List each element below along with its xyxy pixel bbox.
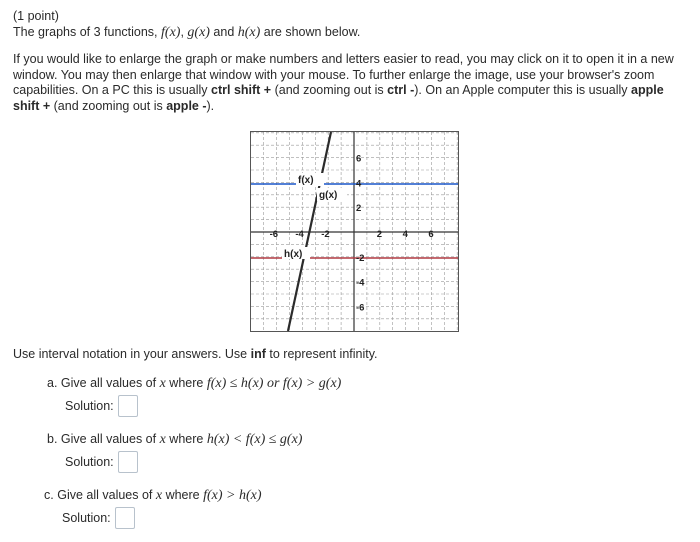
- question-letter: c.: [44, 488, 54, 502]
- x-tick-label: 6: [428, 229, 434, 240]
- solution-label: Solution:: [62, 511, 111, 525]
- answer-input-a[interactable]: [118, 395, 138, 417]
- y-tick-label: -6: [356, 302, 365, 314]
- pc-zoom-out: ctrl -: [387, 83, 415, 97]
- y-tick-label: 4: [356, 178, 362, 190]
- inf-keyword: inf: [250, 347, 266, 361]
- graph-canvas: [250, 131, 459, 332]
- problem-header: [13, 8, 360, 41]
- points-label: (1 point): [13, 9, 59, 23]
- question-c: c. Give all values of x where f(x) > h(x) Solution:: [44, 484, 262, 529]
- interval-note: Use interval notation in your answers. Use inf to represent infinity.: [13, 347, 378, 361]
- pc-shortcut: ctrl shift +: [211, 83, 272, 97]
- g-symbol: g(x): [187, 25, 210, 40]
- function-graph[interactable]: [250, 131, 459, 332]
- y-tick-label: 2: [356, 203, 362, 215]
- y-tick-label: -4: [356, 277, 365, 289]
- problem-statement: The graphs of 3 functions, f(x), g(x) and h(x) are shown below.: [13, 25, 361, 40]
- question-a: a. Give all values of x where f(x) ≤ h(x) or f(x) > g(x) Solution:: [47, 372, 341, 417]
- y-tick-label: 6: [356, 153, 362, 165]
- apple-zoom-out: apple -: [166, 98, 207, 113]
- y-tick-label: -2: [356, 252, 365, 264]
- x-tick-label: -4: [295, 229, 304, 240]
- x-tick-label: -6: [269, 229, 279, 240]
- enlarge-instructions: If you would like to enlarge the graph or make numbers and letters easier to read, you may click on it to open it in a new window. You may then enlarge that window with your mouse. To further enlarge the image, use your browser's zoom capabilities. On a PC this is usually ctrl shift + (and zooming out is ctrl -). On an Apple computer this is usually apple shift + (and zooming out is apple -).: [13, 52, 674, 113]
- solution-label: Solution:: [65, 399, 114, 413]
- apple-shortcut: apple shift +: [13, 83, 664, 113]
- f-label: f(x): [298, 175, 314, 186]
- condition: f(x) ≤ h(x) or f(x) > g(x): [206, 376, 342, 391]
- condition: h(x) < f(x) ≤ g(x): [206, 432, 303, 447]
- question-b: b. Give all values of x where h(x) < f(x) ≤ g(x) Solution:: [47, 428, 302, 473]
- g-label: g(x): [319, 190, 338, 201]
- condition: f(x) > h(x): [203, 488, 262, 503]
- x-tick-label: 2: [376, 229, 383, 240]
- answer-input-c[interactable]: [115, 507, 135, 529]
- solution-label: Solution:: [65, 455, 114, 469]
- question-letter: b.: [47, 432, 58, 446]
- h-symbol: h(x): [237, 25, 261, 40]
- x-tick-label: 4: [402, 229, 408, 240]
- h-label: h(x): [284, 249, 303, 260]
- question-letter: a.: [47, 376, 58, 390]
- f-symbol: f(x): [161, 25, 181, 40]
- answer-input-b[interactable]: [118, 451, 138, 473]
- x-tick-label: -2: [321, 229, 330, 240]
